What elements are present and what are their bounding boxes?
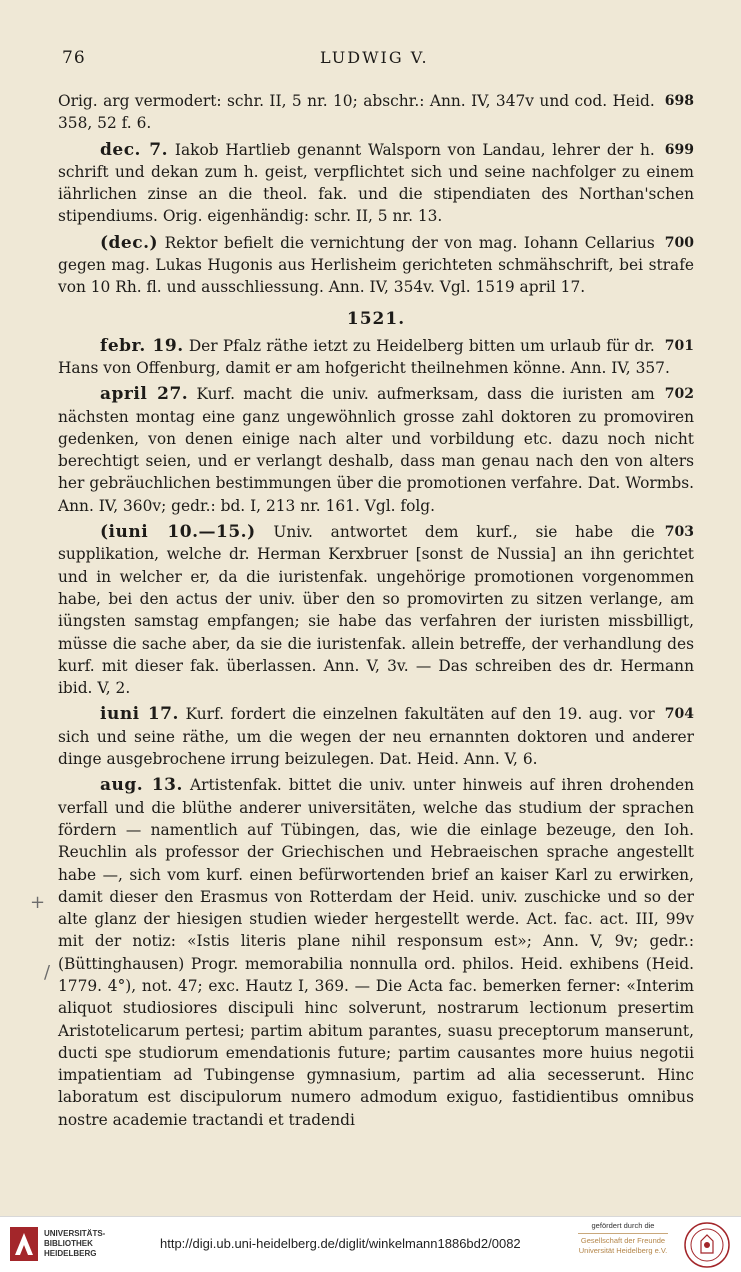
entry-date: april 27.: [100, 384, 189, 405]
entry-text: Der Pfalz räthe ietzt zu Heidelberg bitten um urlaub für dr. Hans von Offenburg, damit er am hofgericht theilnehmen könne. Ann. IV, 357.: [58, 336, 670, 377]
year-heading: 1521.: [346, 308, 406, 329]
entry-number: 699: [664, 141, 694, 158]
entry-date: dec. 7.: [100, 139, 169, 160]
register-entry: [58, 703, 694, 770]
entry-number: 702: [664, 386, 694, 403]
entry-date: iuni 17.: [100, 704, 179, 725]
entry-text: Orig. arg vermodert: schr. II, 5 nr. 10; abschr.: Ann. IV, 347v und cod. Heid. 358, 52 f. 6.: [58, 92, 655, 133]
entry-text: Rektor befielt die vernichtung der von mag. Iohann Cellarius gegen mag. Lukas Hugonis aus Herlisheim gerichteten schmähschrift, bei strafe von 10 Rh. fl. und ausschliessung. Ann. IV, 354v. Vgl. 1519 april 17.: [58, 233, 694, 297]
entry-date: febr. 19.: [100, 335, 184, 356]
register-entry: [58, 90, 694, 135]
entry-number: 704: [664, 706, 694, 723]
entry-date: aug. 13.: [100, 775, 183, 796]
entry-date: (iuni 10.—15.): [100, 522, 256, 543]
entry-number: 698: [664, 93, 694, 109]
register-entry: [58, 383, 694, 517]
entry-text: Iakob Hartlieb genannt Walsporn von Landau, lehrer der h. schrift und dekan zum h. geist, verpflichtet sich und seine nachfolger zu einem iährlichen zinse an die theol. fak. und die stipendiaten des Northan'schen stipendiums. Orig. eigenhändig: schr. II, 5 nr. 13.: [58, 140, 694, 226]
entry-date: (dec.): [100, 232, 159, 253]
register-entry: [58, 521, 694, 699]
university-library-logo-icon: [10, 1227, 38, 1261]
entry-number: 701: [664, 337, 694, 354]
register-entry: [58, 232, 694, 299]
sponsor-credit: gefördert durch die Gesellschaft der Freunde Universität Heidelberg e.V.: [578, 1221, 668, 1255]
entry-text: Kurf. fordert die einzelnen fakultäten auf den 19. aug. vor sich und seine räthe, um die wegen der neu ernannten doktoren und anderer dinge ausgebrochene irrung beizulegen. Dat. Heid. Ann. V, 6.: [58, 705, 694, 769]
register-entry: [58, 774, 694, 1131]
entry-text: Univ. antwortet dem kurf., sie habe die supplikation, welche dr. Herman Kerxbruer [sonst de Nussia] an ihn gerichtet und in welcher er, da die iuristenfak. ungehörige promotionen vorgenommen habe, bei den actus der univ. über den so promovirten zu sitzen verlange, am iüngsten samstag empfangen; sie habe das verfahren der iuristen missbilligt, müsse die sache aber, da sie die iuristenfak. allein betreffe, der verhandlung des kurf. mit dieser fak. überlassen. Ann. V, 3v. — Das schreiben des dr. Hermann ibid. V, 2.: [58, 523, 694, 698]
permalink-url[interactable]: http://digi.ub.uni-heidelberg.de/diglit/winkelmann1886bd2/0082: [160, 1236, 521, 1251]
page-body: [58, 90, 694, 1131]
entry-text: Artistenfak. bittet die univ. unter hinweis auf ihren drohenden verfall und die blüthe anderer universitäten, welche das studium der sprachen fördern — namentlich auf Tübingen, das, wie die einlage bezeuge, den Ioh. Reuchlin als professor der Griechischen und Hebraeischen sprache angestellt habe —, sich vom kurf. einen befürwortenden brief an kaiser Karl zu erwirken, damit dieser den Erasmus von Rotterdam der Heid. univ. zuschicke und so der alte glanz der hiesigen studien wieder hergestellt werde. Act. fac. act. III, 99v mit der notiz: «Istis literis plane nihil responsum est»; Ann. V, 9v; gedr.: (Büttinghausen) Progr. memorabilia nonnulla ord. philos. Heid. exhibens (Heid. 1779. 4°), not. 47; exc. Hautz I, 369. — Die Acta fac. bemerken ferner: «Interim aliquot studiosiores discipuli hinc solverunt, nostrarum lectionum presertim Aristotelicarum pertesi; partim abitum parantes, suasu preceptorum manserunt, ducti spe studiorum emendationis future; partim causantes more huius negotii impatientiam ad Tubingense gymnasium, partim ad alia secesserunt. Hinc laboratum est discipulorum numero admodum exiguo, fastidientibus omnibus nostre academie tractandi et tradendi: [58, 776, 694, 1129]
library-name: UNIVERSITÄTS- BIBLIOTHEK HEIDELBERG: [44, 1229, 106, 1258]
university-seal-icon: [683, 1221, 731, 1269]
entry-number: 703: [664, 524, 694, 541]
page-number: 76: [62, 48, 86, 68]
entries-1520: [58, 90, 694, 299]
running-title: LUDWIG V.: [320, 48, 429, 67]
entry-text: Kurf. macht die univ. aufmerksam, dass die iuristen am nächsten montag eine ganz ungewöhnlich grosse zahl doktoren zu promoviren gedenken, von denen einige nach alter und vorbildung etc. dazu noch nicht berechtigt seien, und er verlangt deshalb, dass man genau nach den von alters her gebräuchlichen bestimmungen über die promotionen verfahre. Dat. Wormbs. Ann. IV, 360v; gedr.: bd. I, 213 nr. 161. Vgl. folg.: [58, 385, 694, 515]
footer-bar: [0, 1216, 741, 1272]
register-entry: [58, 335, 694, 380]
entries-1521: [58, 335, 694, 1131]
pencil-cross-mark: +: [30, 892, 46, 913]
entry-number: 700: [664, 234, 694, 251]
pencil-margin-mark: /: [44, 962, 51, 983]
register-entry: [58, 139, 694, 228]
